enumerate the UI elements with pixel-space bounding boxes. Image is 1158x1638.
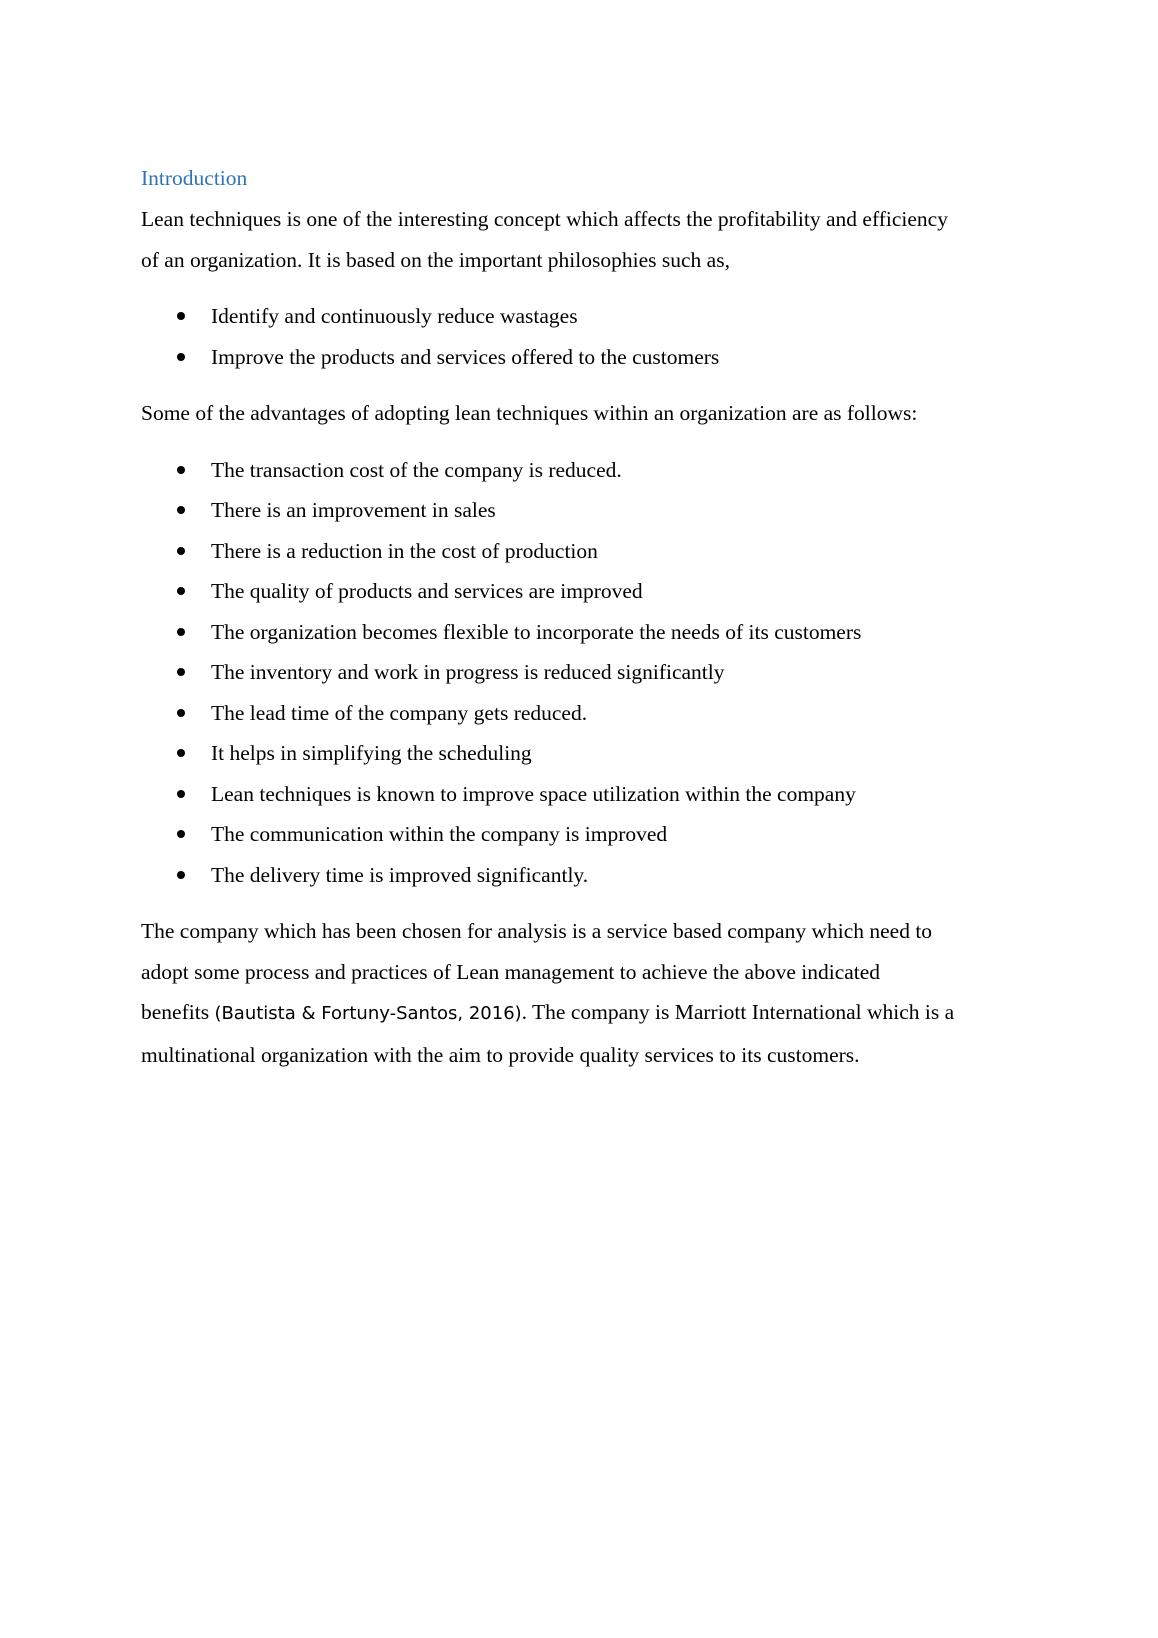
list-item <box>141 571 1031 612</box>
list-item <box>141 774 1031 815</box>
section-heading: Introduction <box>141 166 248 190</box>
list-item <box>141 733 1031 774</box>
closing-line-2: adopt some process and practices of Lean management to achieve the above indicated <box>141 959 881 984</box>
list-item <box>141 612 1031 653</box>
closing-line-3-start: benefits <box>141 1000 215 1024</box>
bullet-icon <box>177 466 185 474</box>
intro-line-1: Lean techniques is one of the interesting concept which affects the profitability and efficiency <box>141 207 948 231</box>
list-item-text: It helps in simplifying the scheduling <box>211 741 532 765</box>
closing-line-3-end: . The company is Marriott International which is a <box>521 1000 955 1024</box>
list-item-text: Identify and continuously reduce wastages <box>211 304 578 328</box>
list-item-text: The organization becomes flexible to incorporate the needs of its customers <box>211 619 862 644</box>
bullet-icon <box>177 830 185 838</box>
bullet-icon <box>177 790 185 798</box>
list-item <box>141 814 1031 855</box>
bullet-icon <box>177 749 185 757</box>
list-item-text: There is an improvement in sales <box>211 498 496 522</box>
closing-line-4: multinational organization with the aim to provide quality services to its customers. <box>141 1042 860 1067</box>
bullet-icon <box>177 547 185 555</box>
list-item-text: The communication within the company is improved <box>211 822 668 846</box>
list-item-text: Lean techniques is known to improve space utilization within the company <box>211 781 856 806</box>
list-item-text: The transaction cost of the company is reduced. <box>211 457 622 482</box>
citation: (Bautista & Fortuny-Santos, 2016) <box>214 1003 522 1024</box>
list-item <box>141 450 1031 491</box>
bullet-icon <box>177 709 185 717</box>
bullet-icon <box>177 668 185 676</box>
closing-line-1: The company which has been chosen for analysis is a service based company which need to <box>141 919 933 943</box>
bullet-icon <box>177 353 185 361</box>
bullet-icon <box>177 871 185 879</box>
list-item <box>141 855 1031 896</box>
list-item-text: The inventory and work in progress is reduced significantly <box>211 660 725 684</box>
intro-line-2: of an organization. It is based on the important philosophies such as, <box>141 247 730 272</box>
bullet-icon <box>177 506 185 514</box>
list-item-text: The quality of products and services are improved <box>211 579 643 603</box>
list-item-text: The delivery time is improved significantly. <box>211 862 589 887</box>
bullet-icon <box>177 628 185 636</box>
list-item <box>141 490 1031 531</box>
document-body <box>141 161 1031 1075</box>
philosophies-list <box>141 296 1031 377</box>
list-item <box>141 531 1031 572</box>
intro-paragraph <box>141 199 1031 280</box>
advantages-intro: Some of the advantages of adopting lean techniques within an organization are as follows: <box>141 401 918 425</box>
bullet-icon <box>177 312 185 320</box>
list-item <box>141 296 1031 337</box>
advantages-list <box>141 450 1031 896</box>
list-item-text: There is a reduction in the cost of production <box>211 538 598 563</box>
list-item-text: Improve the products and services offered to the customers <box>211 344 720 369</box>
closing-paragraph <box>141 911 1031 1075</box>
list-item <box>141 337 1031 378</box>
bullet-icon <box>177 587 185 595</box>
list-item <box>141 652 1031 693</box>
list-item <box>141 693 1031 734</box>
list-item-text: The lead time of the company gets reduced. <box>211 700 588 725</box>
